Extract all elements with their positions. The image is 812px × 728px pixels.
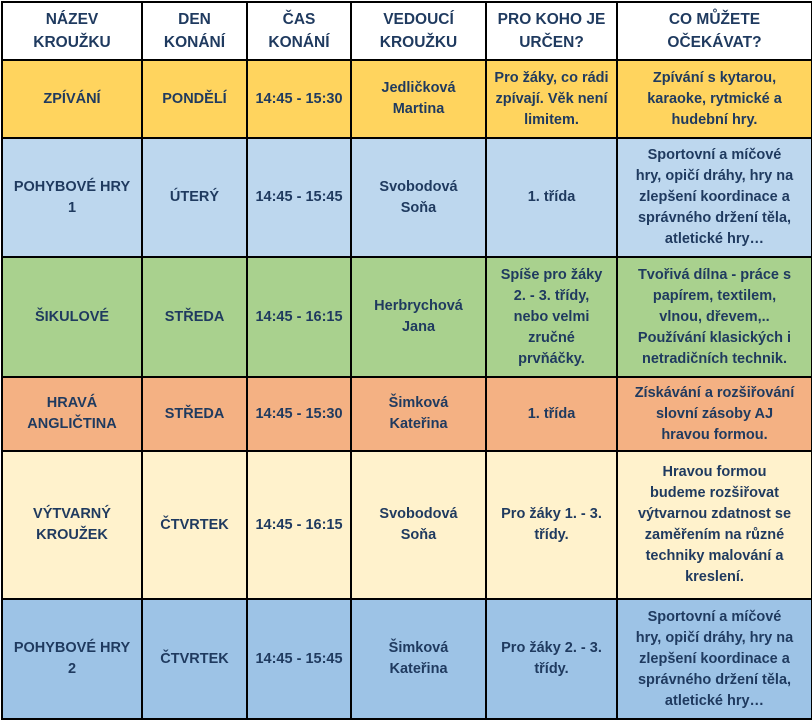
audience-cell: Pro žáky 1. - 3. třídy. [486, 451, 617, 599]
schedule-body [2, 60, 812, 719]
club-name-cell: POHYBOVÉ HRY 2 [2, 599, 142, 719]
table-row [2, 451, 812, 599]
header-row [2, 2, 812, 60]
time-cell: 14:45 - 15:30 [247, 377, 351, 451]
table-row [2, 257, 812, 377]
leader-cell: Svobodová Soňa [351, 138, 486, 257]
leader-cell: Šimková Kateřina [351, 599, 486, 719]
time-cell: 14:45 - 15:45 [247, 138, 351, 257]
header-leader: VEDOUCÍ KROUŽKU [351, 2, 486, 60]
club-name-cell: HRAVÁ ANGLIČTINA [2, 377, 142, 451]
day-cell: STŘEDA [142, 257, 247, 377]
day-cell: ČTVRTEK [142, 599, 247, 719]
table-row [2, 599, 812, 719]
table-row [2, 60, 812, 138]
club-name-cell: POHYBOVÉ HRY 1 [2, 138, 142, 257]
expectations-cell: Získávání a rozšiřování slovní zásoby AJ hravou formou. [617, 377, 812, 451]
header-club-name: NÁZEV KROUŽKU [2, 2, 142, 60]
club-name-cell: ŠIKULOVÉ [2, 257, 142, 377]
time-cell: 14:45 - 16:15 [247, 451, 351, 599]
leader-cell: Svobodová Soňa [351, 451, 486, 599]
audience-cell: Pro žáky 2. - 3. třídy. [486, 599, 617, 719]
day-cell: ÚTERÝ [142, 138, 247, 257]
leader-cell: Herbrychová Jana [351, 257, 486, 377]
time-cell: 14:45 - 16:15 [247, 257, 351, 377]
header-expectations: CO MŮŽETE OČEKÁVAT? [617, 2, 812, 60]
day-cell: PONDĚLÍ [142, 60, 247, 138]
header-day: DEN KONÁNÍ [142, 2, 247, 60]
time-cell: 14:45 - 15:45 [247, 599, 351, 719]
expectations-cell: Zpívání s kytarou, karaoke, rytmické a hudební hry. [617, 60, 812, 138]
audience-cell: Spíše pro žáky 2. - 3. třídy, nebo velmi zručné prvňáčky. [486, 257, 617, 377]
leader-cell: Šimková Kateřina [351, 377, 486, 451]
club-name-cell: ZPÍVÁNÍ [2, 60, 142, 138]
club-schedule-table [1, 1, 812, 720]
time-cell: 14:45 - 15:30 [247, 60, 351, 138]
club-name-cell: VÝTVARNÝ KROUŽEK [2, 451, 142, 599]
header-time: ČAS KONÁNÍ [247, 2, 351, 60]
leader-cell: Jedličková Martina [351, 60, 486, 138]
expectations-cell: Hravou formou budeme rozšiřovat výtvarnou zdatnost se zaměřením na různé techniky malování a kreslení. [617, 451, 812, 599]
table-row [2, 377, 812, 451]
header-audience: PRO KOHO JE URČEN? [486, 2, 617, 60]
table-row [2, 138, 812, 257]
expectations-cell: Tvořivá dílna - práce s papírem, textilem, vlnou, dřevem,.. Používání klasických i netradičních technik. [617, 257, 812, 377]
expectations-cell: Sportovní a míčové hry, opičí dráhy, hry na zlepšení koordinace a správného držení těla, atletické hry… [617, 599, 812, 719]
audience-cell: 1. třída [486, 138, 617, 257]
expectations-cell: Sportovní a míčové hry, opičí dráhy, hry na zlepšení koordinace a správného držení těla, atletické hry… [617, 138, 812, 257]
audience-cell: 1. třída [486, 377, 617, 451]
audience-cell: Pro žáky, co rádi zpívají. Věk není limitem. [486, 60, 617, 138]
day-cell: ČTVRTEK [142, 451, 247, 599]
day-cell: STŘEDA [142, 377, 247, 451]
